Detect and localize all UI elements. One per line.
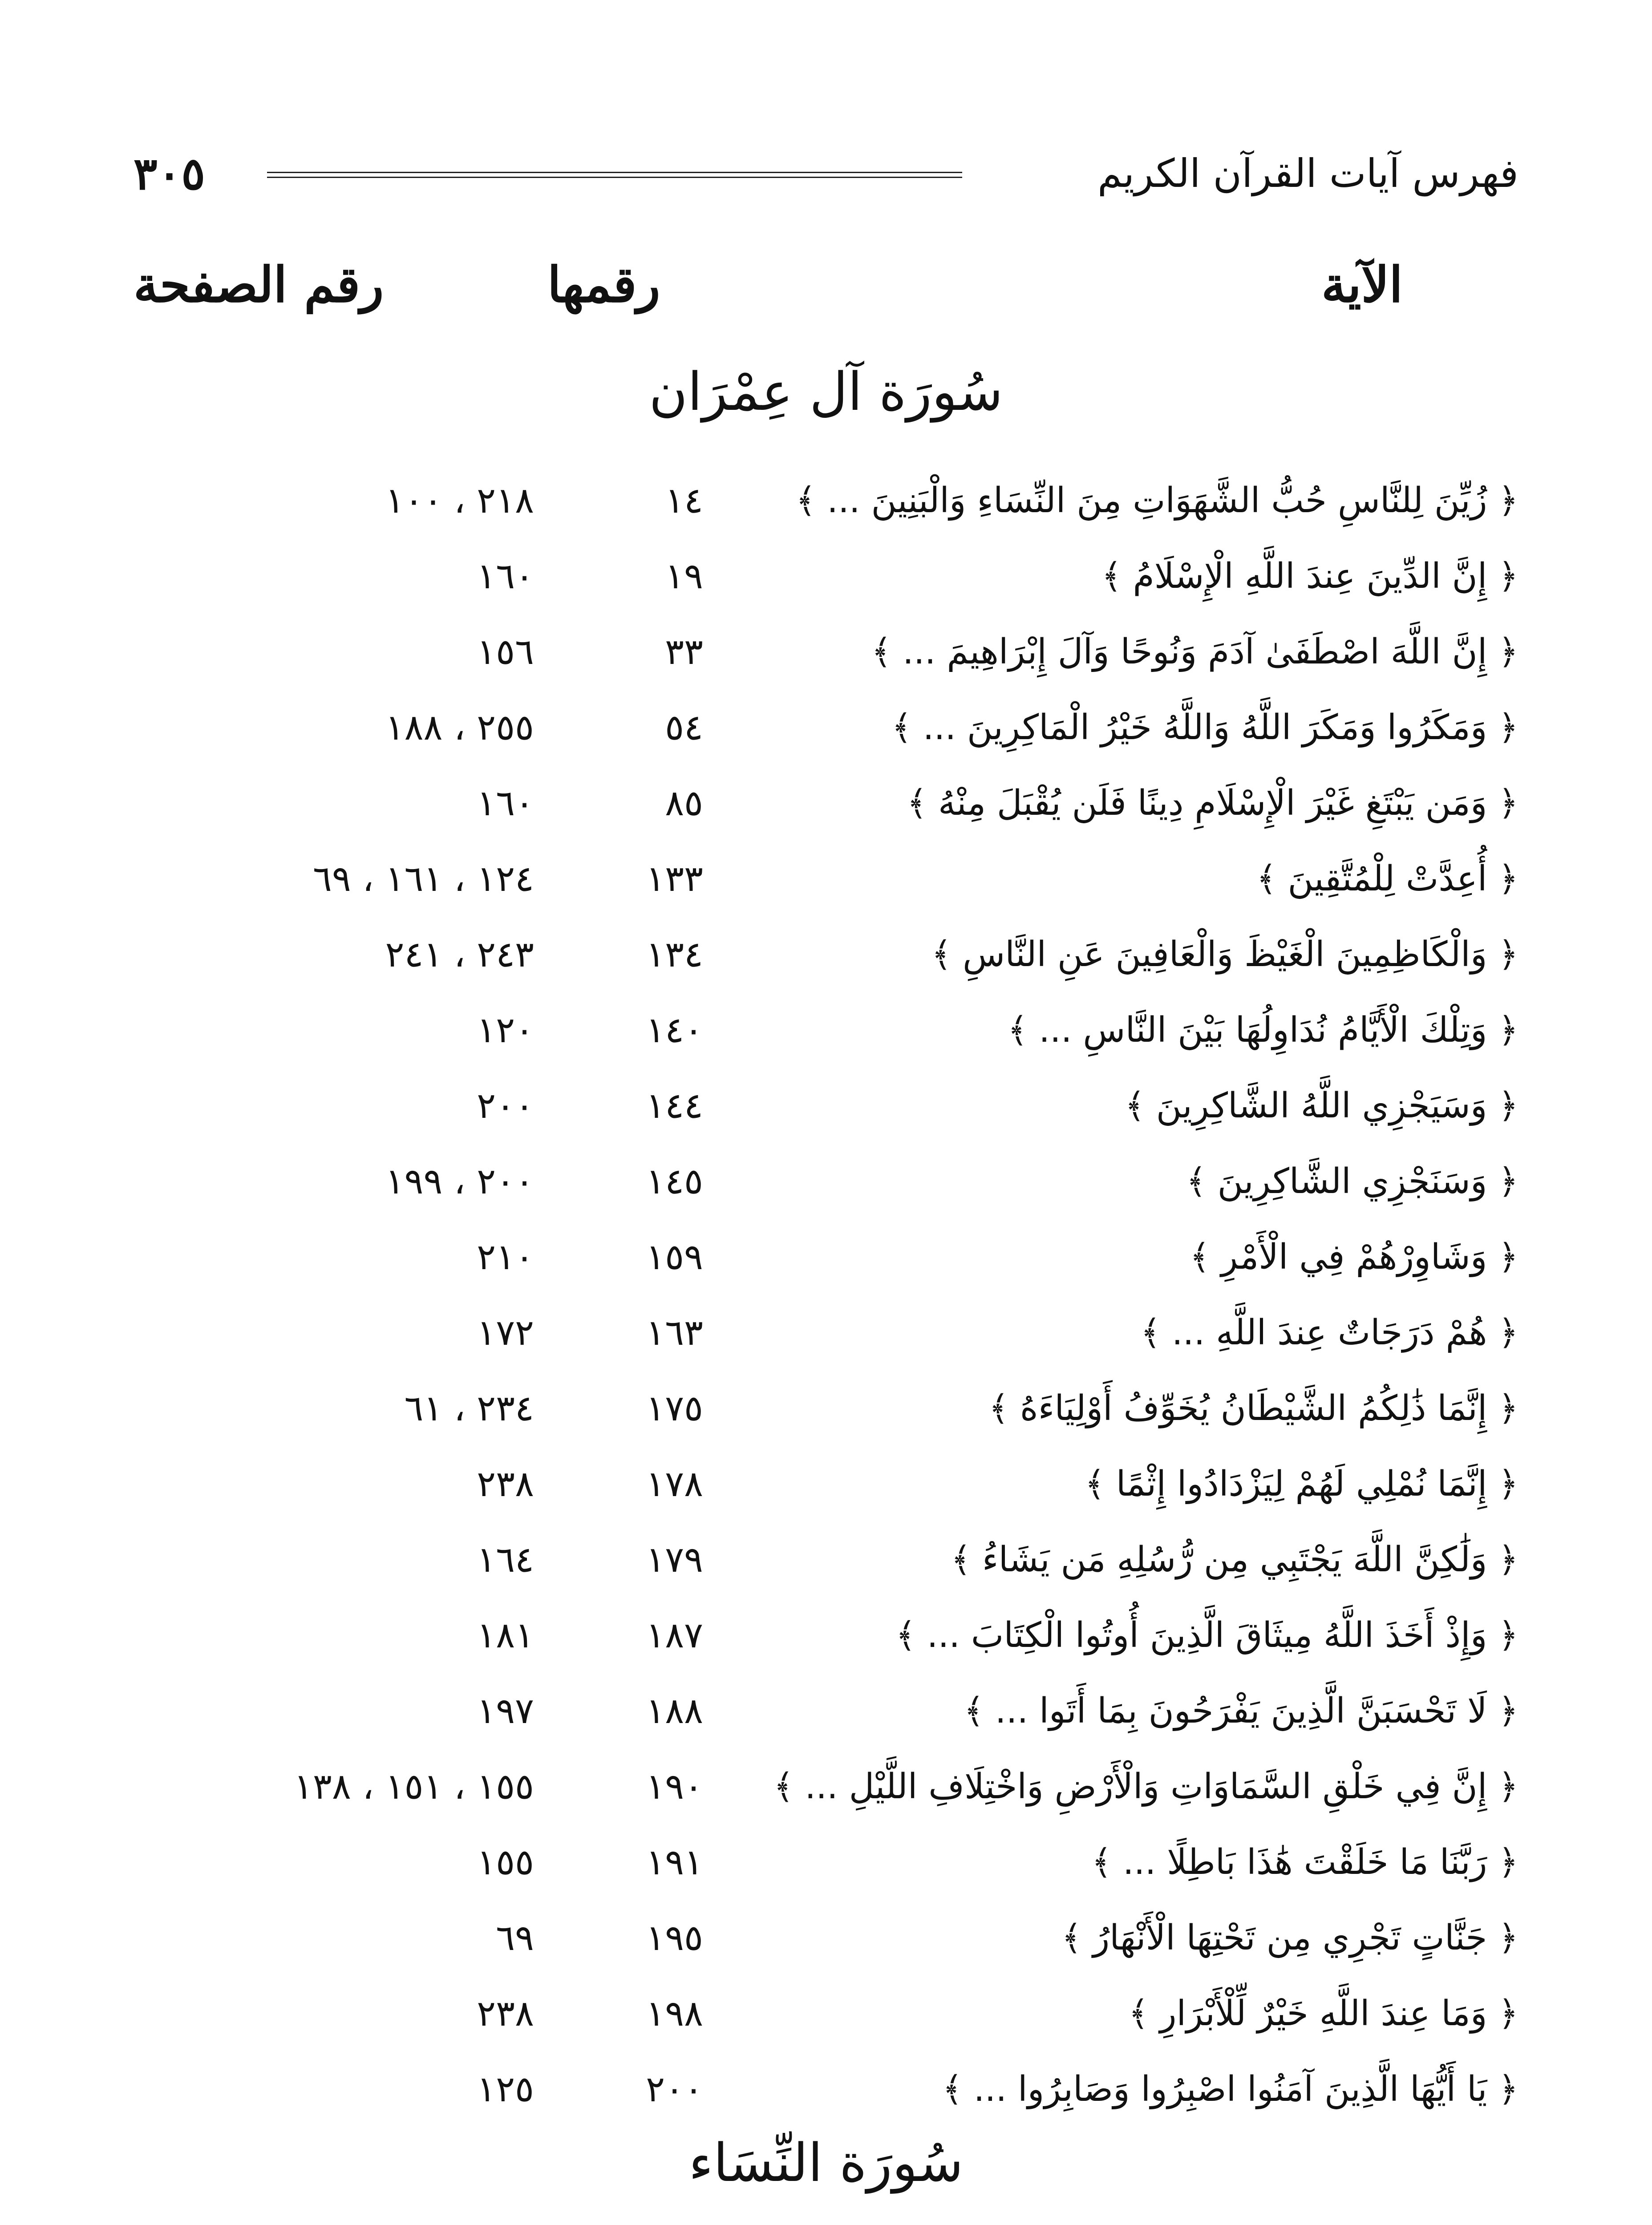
page-references: ٢١٠ (477, 1236, 534, 1278)
page-references: ٦٩ (496, 1917, 534, 1958)
verse-number: ١٤ (665, 480, 703, 521)
table-row (0, 992, 1652, 1068)
verse-text: ﴿ إِنَّمَا نُمْلِي لَهُمْ لِيَزْدَادُوا إِثْمًا ﴾ (1085, 1464, 1518, 1504)
verse-number: ١٧٩ (646, 1539, 703, 1580)
header-rule (267, 172, 962, 178)
verse-number: ١٥٩ (646, 1236, 703, 1278)
table-row (0, 1219, 1652, 1295)
page-references: ٢٤٣ ، ٢٤١ (385, 934, 534, 975)
page-references: ١٢٥ (477, 2068, 534, 2110)
table-row (0, 841, 1652, 917)
verse-number: ١٨٧ (646, 1614, 703, 1656)
verse-text: ﴿ إِنَّ اللَّهَ اصْطَفَىٰ آدَمَ وَنُوحًا وَآلَ إِبْرَاهِيمَ ... ﴾ (871, 632, 1518, 672)
verse-text: ﴿ إِنَّ فِي خَلْقِ السَّمَاوَاتِ وَالْأَرْضِ وَاخْتِلَافِ اللَّيْلِ ... ﴾ (773, 1767, 1518, 1807)
page-references: ٢٣٤ ، ٦١ (404, 1388, 534, 1429)
column-header-verse: الآية (1321, 256, 1403, 313)
verse-text: ﴿ وَإِذْ أَخَذَ اللَّهُ مِيثَاقَ الَّذِينَ أُوتُوا الْكِتَابَ ... ﴾ (895, 1615, 1518, 1655)
table-row (0, 614, 1652, 690)
verse-text: ﴿ رَبَّنَا مَا خَلَقْتَ هَٰذَا بَاطِلًا ... ﴾ (1091, 1842, 1518, 1882)
verse-text: ﴿ جَنَّاتٍ تَجْرِي مِن تَحْتِهَا الْأَنْهَارُ ﴾ (1061, 1918, 1518, 1958)
verse-text: ﴿ زُيِّنَ لِلنَّاسِ حُبُّ الشَّهَوَاتِ مِنَ النِّسَاءِ وَالْبَنِينَ ... ﴾ (795, 481, 1518, 521)
table-row (0, 1749, 1652, 1824)
verse-number: ١٤٤ (646, 1085, 703, 1126)
table-row (0, 538, 1652, 614)
verse-number: ١٩ (665, 555, 703, 597)
verse-number: ١٤٥ (646, 1161, 703, 1202)
table-row (0, 1446, 1652, 1522)
table-row (0, 1976, 1652, 2051)
table-row (0, 1068, 1652, 1144)
verse-number: ١٨٨ (646, 1690, 703, 1731)
page-references: ١٦٤ (477, 1539, 534, 1580)
table-row (0, 1900, 1652, 1976)
table-row (0, 1144, 1652, 1219)
table-row (0, 917, 1652, 992)
verse-number: ١٩٥ (646, 1917, 703, 1958)
verse-number: ١٩١ (646, 1841, 703, 1883)
verse-text: ﴿ أُعِدَّتْ لِلْمُتَّقِينَ ﴾ (1256, 859, 1518, 899)
page-references: ١٩٧ (477, 1690, 534, 1731)
verse-number: ٣٣ (665, 631, 703, 672)
verse-text: ﴿ وَمَن يَبْتَغِ غَيْرَ الْإِسْلَامِ دِينًا فَلَن يُقْبَلَ مِنْهُ ﴾ (907, 783, 1518, 823)
surah-title: سُورَة النِّسَاء (688, 2132, 964, 2193)
verse-number: ٨٥ (665, 782, 703, 824)
page-references: ١٥٥ (477, 1841, 534, 1883)
verse-text: ﴿ وَتِلْكَ الْأَيَّامُ نُدَاوِلُهَا بَيْنَ النَّاسِ ... ﴾ (1007, 1010, 1518, 1050)
verse-text: ﴿ إِنَّ الدِّينَ عِندَ اللَّهِ الْإِسْلَامُ ﴾ (1101, 556, 1518, 596)
verse-text: ﴿ وَمَكَرُوا وَمَكَرَ اللَّهُ وَاللَّهُ خَيْرُ الْمَاكِرِينَ ... ﴾ (891, 708, 1518, 748)
table-row (0, 1295, 1652, 1371)
verse-number: ٥٤ (665, 707, 703, 748)
page-references: ٢١٨ ، ١٠٠ (385, 480, 534, 521)
verse-text: ﴿ وَالْكَاظِمِينَ الْغَيْظَ وَالْعَافِينَ عَنِ النَّاسِ ﴾ (931, 934, 1518, 975)
table-row (0, 1824, 1652, 1900)
page-references: ٢٥٥ ، ١٨٨ (385, 707, 534, 748)
verse-number: ٢٠٠ (646, 2068, 703, 2110)
table-row (0, 1673, 1652, 1749)
verse-number: ١٩٨ (646, 1993, 703, 2034)
verse-number: ١٧٨ (646, 1463, 703, 1505)
page-references: ٢٠٠ ، ١٩٩ (385, 1161, 534, 1202)
page-number: ٣٠٥ (134, 147, 206, 200)
verse-text: ﴿ وَشَاوِرْهُمْ فِي الْأَمْرِ ﴾ (1189, 1237, 1518, 1277)
verse-number: ١٦٣ (646, 1312, 703, 1353)
page-references: ٢٣٨ (477, 1993, 534, 2034)
verse-number: ١٩٠ (646, 1766, 703, 1807)
column-header-page-number: رقم الصفحة (134, 256, 384, 313)
verse-number: ١٣٣ (646, 858, 703, 899)
table-row (0, 690, 1652, 765)
verse-text: ﴿ يَا أَيُّهَا الَّذِينَ آمَنُوا اصْبِرُوا وَصَابِرُوا ... ﴾ (942, 2069, 1518, 2109)
page-references: ٢٠٠ (477, 1085, 534, 1126)
verse-number: ١٤٠ (646, 1009, 703, 1051)
verse-text: ﴿ وَسَيَجْزِي اللَّهُ الشَّاكِرِينَ ﴾ (1125, 1086, 1518, 1126)
table-row (0, 1522, 1652, 1598)
verse-number: ١٣٤ (646, 934, 703, 975)
verse-text: ﴿ وَلَٰكِنَّ اللَّهَ يَجْتَبِي مِن رُّسُلِهِ مَن يَشَاءُ ﴾ (951, 1540, 1518, 1580)
verse-text: ﴿ وَسَنَجْزِي الشَّاكِرِينَ ﴾ (1186, 1161, 1518, 1202)
surah-title: سُورَة آل عِمْرَان (649, 361, 1003, 422)
column-header-verse-number: رقمها (547, 256, 660, 313)
page-references: ١٢٠ (477, 1009, 534, 1051)
verse-text: ﴿ هُمْ دَرَجَاتٌ عِندَ اللَّهِ ... ﴾ (1140, 1313, 1518, 1353)
running-header (134, 147, 1518, 200)
page-references: ١٧٢ (477, 1312, 534, 1353)
verse-text: ﴿ وَمَا عِندَ اللَّهِ خَيْرٌ لِّلْأَبْرَارِ ﴾ (1128, 1994, 1518, 2034)
running-header-title: فهرس آيات القرآن الكريم (1097, 150, 1518, 196)
page-references: ١٦٠ (477, 782, 534, 824)
verse-number: ١٧٥ (646, 1388, 703, 1429)
page-references: ١٥٦ (477, 631, 534, 672)
table-row (0, 765, 1652, 841)
page-references: ١٦٠ (477, 555, 534, 597)
verse-text: ﴿ لَا تَحْسَبَنَّ الَّذِينَ يَفْرَحُونَ بِمَا أَتَوا ... ﴾ (964, 1691, 1518, 1731)
table-row (0, 1371, 1652, 1446)
table-row (0, 1598, 1652, 1673)
page-references: ١٢٤ ، ١٦١ ، ٦٩ (312, 858, 534, 899)
page-references: ١٥٥ ، ١٥١ ، ١٣٨ (293, 1766, 534, 1807)
verse-text: ﴿ إِنَّمَا ذَٰلِكُمُ الشَّيْطَانُ يُخَوِّفُ أَوْلِيَاءَهُ ﴾ (988, 1388, 1518, 1428)
page-references: ٢٣٨ (477, 1463, 534, 1505)
table-row (0, 463, 1652, 538)
table-row (0, 2051, 1652, 2127)
page-references: ١٨١ (477, 1614, 534, 1656)
